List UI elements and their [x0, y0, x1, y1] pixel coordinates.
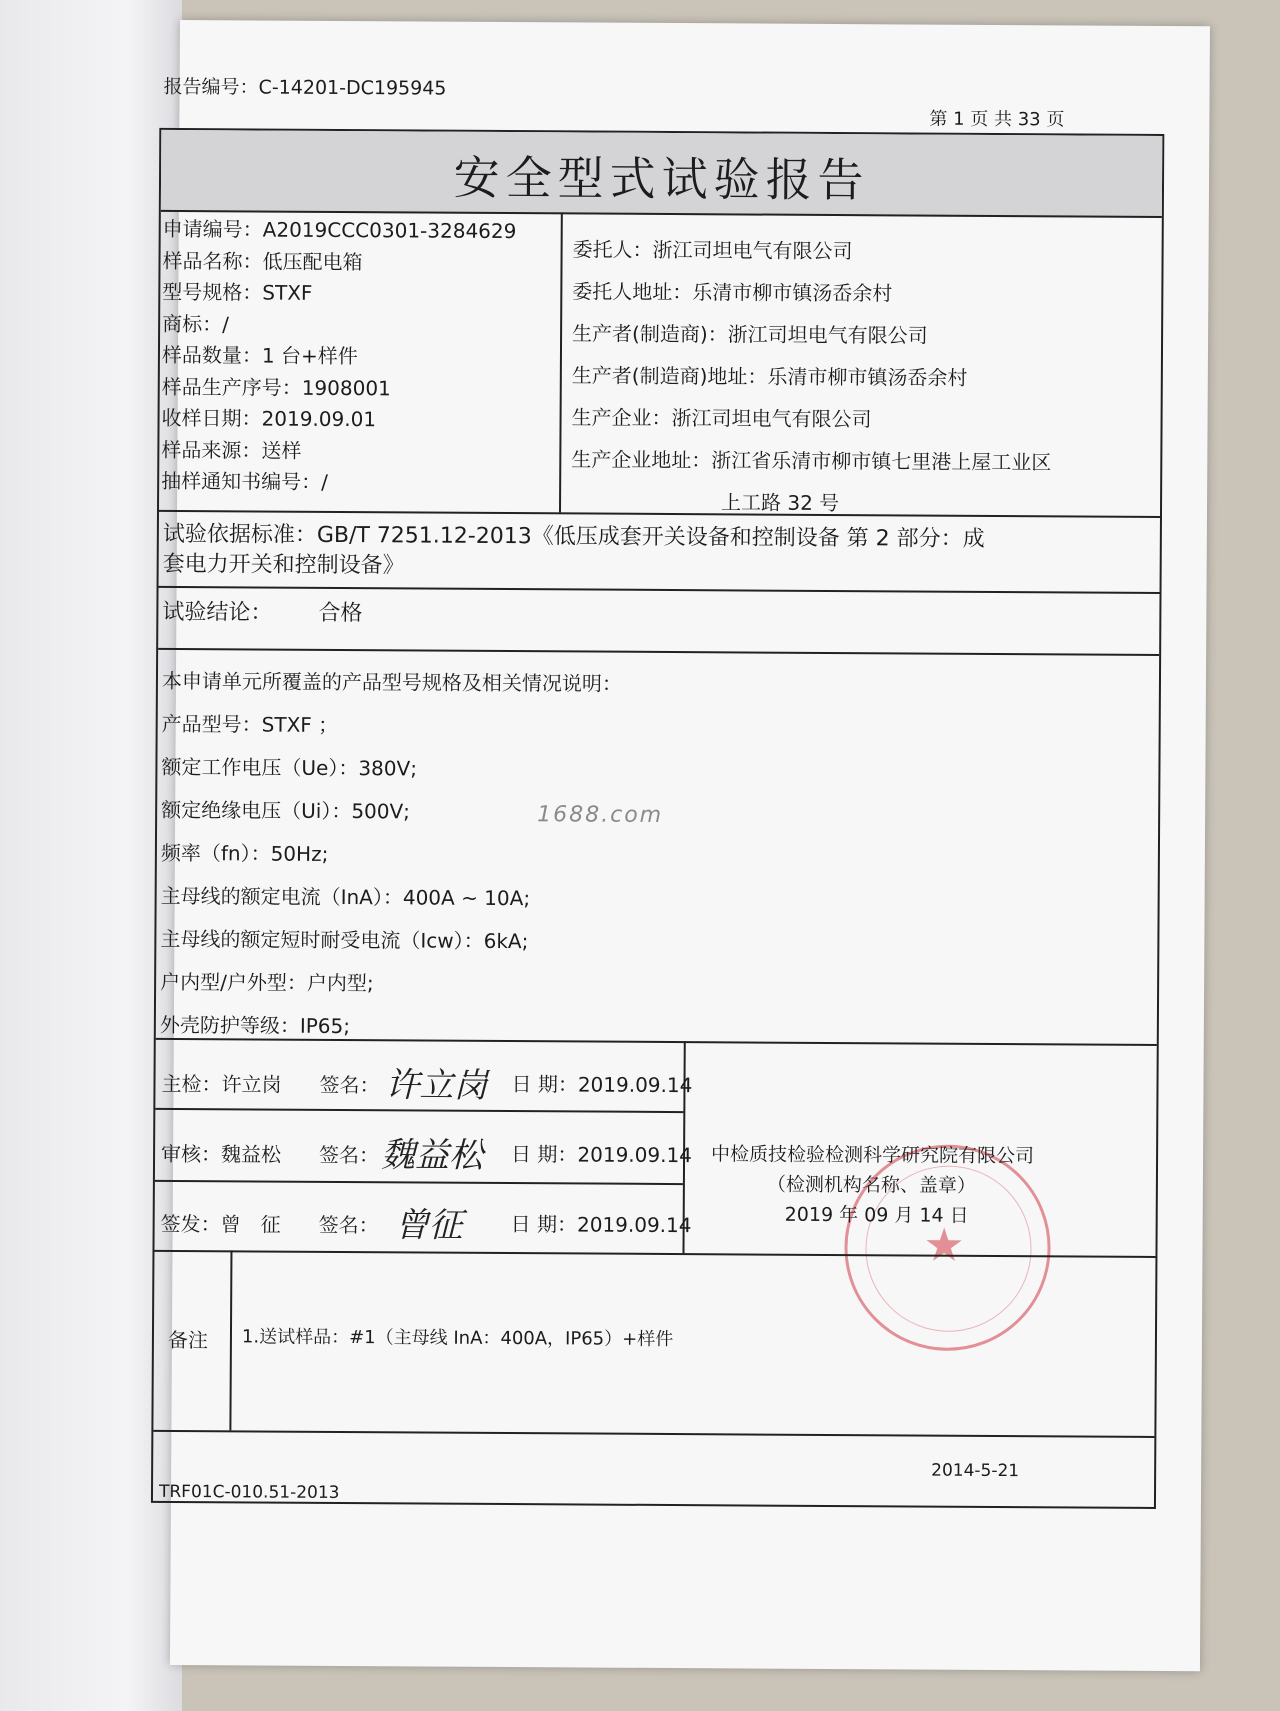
reviewer-sign-label: 签名：: [318, 1142, 380, 1168]
info-notice-no: 抽样通知书编号：/: [161, 468, 329, 494]
desc-intro: 本申请单元所覆盖的产品型号规格及相关情况说明：: [161, 668, 623, 696]
approver-date: 日 期：2019.09.14: [510, 1212, 692, 1238]
info-divider: [559, 212, 563, 512]
product-description: [160, 660, 622, 1050]
info-application-no: 申请编号：A2019CCC0301-3284629: [162, 216, 517, 244]
desc-model: 产品型号：STXF ；: [161, 711, 339, 737]
remarks-divider: [229, 1250, 232, 1430]
info-manufacturer-address: 生产者(制造商)地址：乐清市柳市镇汤岙余村: [571, 363, 968, 390]
info-client-address: 委托人地址：乐清市柳市镇汤岙余村: [572, 279, 893, 306]
desc-withstand-current: 主母线的额定短时耐受电流（Icw）：6kA;: [160, 926, 529, 954]
report-frame: [151, 128, 1164, 1509]
title-band: [161, 130, 1162, 218]
info-source: 样品来源：送样: [161, 437, 302, 463]
desc-rated-voltage: 额定工作电压（Ue）：380V;: [161, 754, 418, 781]
info-factory: 生产企业：浙江司坦电气有限公司: [571, 405, 872, 432]
info-factory-address-cont: 上工路 32 号: [720, 490, 840, 516]
divider: [153, 1430, 1154, 1438]
official-seal: ★: [844, 1144, 1051, 1351]
info-manufacturer: 生产者(制造商)：浙江司坦电气有限公司: [572, 321, 928, 348]
divider: [158, 648, 1159, 656]
reviewer-role: 审核：魏益松: [160, 1141, 282, 1167]
info-sample-name: 样品名称：低压配电箱: [162, 248, 363, 274]
conclusion-value: 合格: [318, 600, 363, 627]
report-page: [158, 20, 1210, 1671]
footer-code: TRF01C-010.51-2013: [158, 1481, 340, 1504]
reviewer-signature: 魏益松: [380, 1135, 484, 1176]
conclusion-label: 试验结论：: [162, 599, 273, 626]
institution-name: 中检质技检验检测科学研究院有限公司: [711, 1143, 1035, 1168]
info-serial: 样品生产序号：1908001: [161, 374, 391, 400]
report-title: 安全型式试验报告: [453, 150, 870, 208]
desc-insulation-voltage: 额定绝缘电压（Ui）：500V;: [161, 797, 411, 824]
desc-frequency: 频率（fn）：50Hz;: [160, 840, 329, 866]
watermark: 1688.com: [537, 802, 664, 828]
institution-note: （检测机构名称、盖章）: [766, 1173, 976, 1197]
inspector-role: 主检：许立岗: [161, 1071, 282, 1097]
approver-sign-label: 签名：: [318, 1212, 379, 1238]
desc-busbar-current: 主母线的额定电流（InA）：400A ~ 10A;: [160, 883, 531, 911]
footer-date: 2014-5-21: [931, 1460, 1020, 1482]
remarks-text: 1.送试样品：#1（主母线 InA：400A，IP65）+样件: [241, 1326, 674, 1351]
inspector-date: 日 期：2019.09.14: [511, 1072, 693, 1098]
page-info: 第 1 页 共 33 页: [929, 108, 1065, 131]
divider: [159, 586, 1160, 594]
inspector-sign-label: 签名：: [319, 1072, 380, 1098]
approver-role: 签发：曾 征: [160, 1211, 281, 1237]
info-factory-address: 生产企业地址：浙江省乐清市柳市镇七里港上屋工业区: [571, 447, 1052, 475]
report-number: 报告编号：C-14201-DC195945: [163, 75, 447, 100]
approver-signature: 曾征: [394, 1205, 463, 1246]
divider: [155, 1108, 683, 1113]
info-model: 型号规格：STXF: [162, 279, 313, 305]
reviewer-date: 日 期：2019.09.14: [511, 1142, 693, 1168]
inspector-signature: 许立岗: [385, 1065, 488, 1106]
test-standard-line1: 试验依据标准：GB/T 7251.12-2013《低压成套开关设备和控制设备 第 2 部分：成: [162, 521, 985, 552]
test-standard-line2: 套电力开关和控制设备》: [162, 551, 405, 579]
right-info-list: [571, 228, 1053, 525]
remarks-label: 备注: [167, 1327, 209, 1353]
info-client: 委托人：浙江司坦电气有限公司: [572, 237, 853, 264]
info-quantity: 样品数量：1 台+样件: [161, 342, 358, 369]
info-receipt-date: 收样日期：2019.09.01: [161, 405, 377, 432]
left-info-list: [161, 214, 516, 500]
info-trademark: 商标：/: [162, 311, 229, 336]
desc-ip-rating: 外壳防护等级：IP65;: [159, 1012, 351, 1039]
institution-date: 2019 年 09 月 14 日: [784, 1203, 969, 1227]
desc-indoor-outdoor: 户内型/户外型：户内型;: [160, 969, 374, 996]
divider: [155, 1180, 683, 1185]
